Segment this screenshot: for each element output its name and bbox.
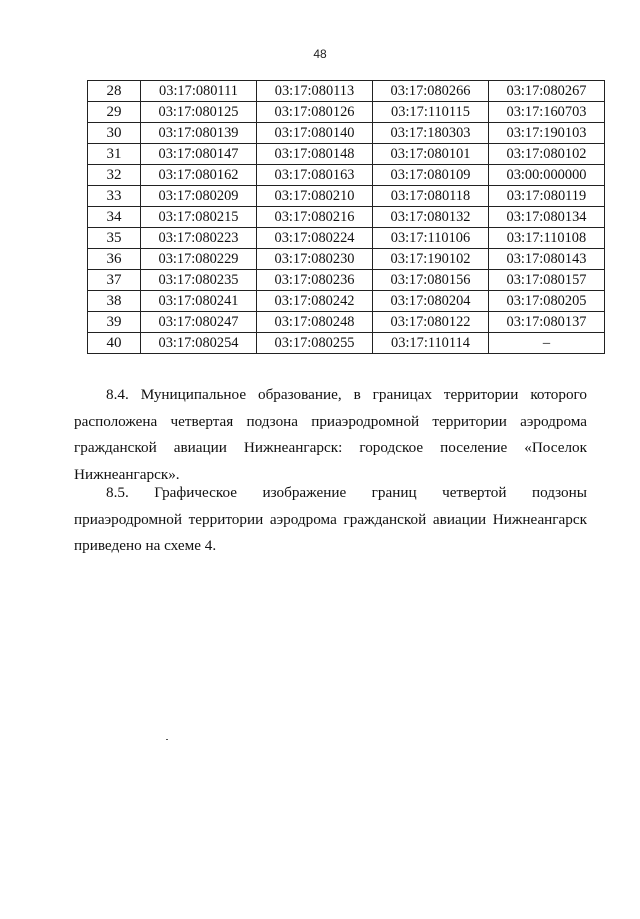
cadastral-number-cell: 03:17:110106 — [373, 228, 489, 249]
paragraph-8-4 — [74, 382, 587, 488]
cadastral-number-cell: 03:17:080118 — [373, 186, 489, 207]
row-number-cell: 35 — [88, 228, 141, 249]
cadastral-number-cell: 03:17:080247 — [141, 312, 257, 333]
table-row — [88, 102, 605, 123]
cadastral-number-cell: 03:17:080119 — [489, 186, 605, 207]
cadastral-number-cell: 03:17:080156 — [373, 270, 489, 291]
cadastral-number-cell: 03:17:080215 — [141, 207, 257, 228]
paragraph-8-4-text: 8.4. Муниципальное образование, в границах территории которого расположена четвертая подзона приаэродромной территории аэродрома гражданской авиации Нижнеангарск: городское поселение «Поселок Нижнеангарск». — [74, 386, 587, 483]
cadastral-number-cell: 03:17:080210 — [257, 186, 373, 207]
row-number-cell: 37 — [88, 270, 141, 291]
cadastral-number-cell: 03:17:080126 — [257, 102, 373, 123]
cadastral-number-cell: 03:17:180303 — [373, 123, 489, 144]
table-row — [88, 270, 605, 291]
row-number-cell: 30 — [88, 123, 141, 144]
cadastral-number-cell: 03:17:080148 — [257, 144, 373, 165]
cadastral-number-cell: 03:00:000000 — [489, 165, 605, 186]
cadastral-number-cell: 03:17:080125 — [141, 102, 257, 123]
cadastral-number-cell: 03:17:080162 — [141, 165, 257, 186]
scan-speck — [166, 739, 168, 740]
cadastral-number-cell: 03:17:160703 — [489, 102, 605, 123]
cadastral-number-cell: 03:17:080241 — [141, 291, 257, 312]
row-number-cell: 28 — [88, 81, 141, 102]
table-row — [88, 249, 605, 270]
row-number-cell: 31 — [88, 144, 141, 165]
page-number: 48 — [313, 47, 327, 61]
cadastral-number-cell: 03:17:080132 — [373, 207, 489, 228]
cadastral-number-cell: 03:17:080242 — [257, 291, 373, 312]
cadastral-numbers-table — [87, 80, 605, 354]
row-number-cell: 39 — [88, 312, 141, 333]
cadastral-number-cell: 03:17:080216 — [257, 207, 373, 228]
cadastral-number-cell: 03:17:110114 — [373, 333, 489, 354]
cadastral-number-cell: 03:17:110108 — [489, 228, 605, 249]
cadastral-number-cell: 03:17:080163 — [257, 165, 373, 186]
table-body — [88, 81, 605, 354]
table-row — [88, 228, 605, 249]
cadastral-number-cell: 03:17:080109 — [373, 165, 489, 186]
cadastral-number-cell: 03:17:080102 — [489, 144, 605, 165]
cadastral-number-cell: 03:17:080111 — [141, 81, 257, 102]
cadastral-number-cell: 03:17:080209 — [141, 186, 257, 207]
cadastral-number-cell: 03:17:080101 — [373, 144, 489, 165]
empty-cell-dash: – — [489, 333, 605, 354]
cadastral-number-cell: 03:17:080157 — [489, 270, 605, 291]
paragraph-8-5-text: 8.5. Графическое изображение границ четвертой подзоны приаэродромной территории аэродрома гражданской авиации Нижнеангарск приведено на схеме 4. — [74, 484, 587, 554]
cadastral-number-cell: 03:17:080236 — [257, 270, 373, 291]
cadastral-number-cell: 03:17:080205 — [489, 291, 605, 312]
cadastral-number-cell: 03:17:080229 — [141, 249, 257, 270]
cadastral-number-cell: 03:17:080235 — [141, 270, 257, 291]
cadastral-number-cell: 03:17:080248 — [257, 312, 373, 333]
row-number-cell: 33 — [88, 186, 141, 207]
table-row — [88, 312, 605, 333]
cadastral-number-cell: 03:17:110115 — [373, 102, 489, 123]
cadastral-number-cell: 03:17:080122 — [373, 312, 489, 333]
cadastral-number-cell: 03:17:080266 — [373, 81, 489, 102]
paragraph-8-5 — [74, 480, 587, 560]
cadastral-number-cell: 03:17:080113 — [257, 81, 373, 102]
table-row — [88, 165, 605, 186]
row-number-cell: 36 — [88, 249, 141, 270]
cadastral-number-cell: 03:17:080254 — [141, 333, 257, 354]
table-row — [88, 144, 605, 165]
row-number-cell: 34 — [88, 207, 141, 228]
cadastral-number-cell: 03:17:080137 — [489, 312, 605, 333]
cadastral-number-cell: 03:17:190103 — [489, 123, 605, 144]
cadastral-number-cell: 03:17:080204 — [373, 291, 489, 312]
cadastral-number-cell: 03:17:080267 — [489, 81, 605, 102]
row-number-cell: 32 — [88, 165, 141, 186]
table-row — [88, 333, 605, 354]
cadastral-number-cell: 03:17:080223 — [141, 228, 257, 249]
cadastral-number-cell: 03:17:080255 — [257, 333, 373, 354]
cadastral-number-cell: 03:17:080147 — [141, 144, 257, 165]
cadastral-number-cell: 03:17:080143 — [489, 249, 605, 270]
row-number-cell: 40 — [88, 333, 141, 354]
cadastral-number-cell: 03:17:080139 — [141, 123, 257, 144]
row-number-cell: 29 — [88, 102, 141, 123]
cadastral-number-cell: 03:17:080230 — [257, 249, 373, 270]
table-row — [88, 81, 605, 102]
table-row — [88, 186, 605, 207]
table-row — [88, 207, 605, 228]
row-number-cell: 38 — [88, 291, 141, 312]
table-row — [88, 123, 605, 144]
cadastral-number-cell: 03:17:190102 — [373, 249, 489, 270]
table-row — [88, 291, 605, 312]
cadastral-number-cell: 03:17:080134 — [489, 207, 605, 228]
cadastral-number-cell: 03:17:080224 — [257, 228, 373, 249]
cadastral-number-cell: 03:17:080140 — [257, 123, 373, 144]
